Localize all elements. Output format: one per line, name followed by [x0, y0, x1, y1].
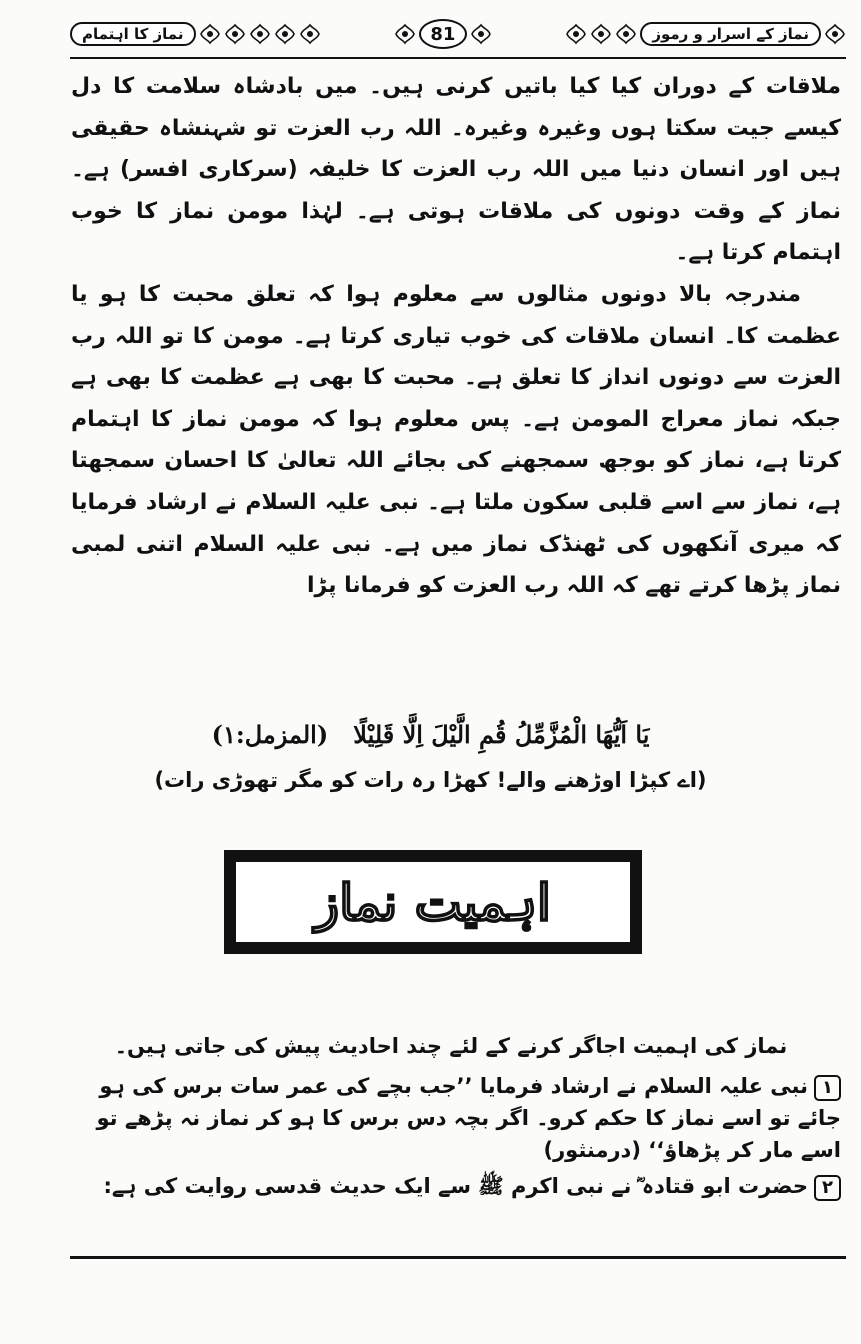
flower-ornament-icon	[299, 23, 321, 45]
item-number-badge: ۲	[814, 1175, 841, 1201]
quran-verse	[0, 720, 861, 749]
section-heading-frame	[224, 850, 642, 954]
item-number-badge: ۱	[814, 1075, 841, 1101]
page-number: 81	[419, 19, 467, 49]
flower-ornament-icon	[394, 23, 416, 45]
flower-ornament-icon	[565, 23, 587, 45]
section-intro: نماز کی اہمیت اجاگر کرنے کے لئے چند احادیث پیش کی جاتی ہیں۔	[114, 1034, 788, 1058]
flower-ornament-icon	[590, 23, 612, 45]
flower-ornament-icon	[824, 23, 846, 45]
flower-ornament-icon	[470, 23, 492, 45]
section-heading-inner	[233, 859, 633, 945]
hadith-item-text: حضرت ابو قتادہ ؓ نے نبی اکرم ﷺ سے ایک حدیث قدسی روایت کی ہے:	[103, 1174, 808, 1198]
header-ornaments-right	[565, 22, 846, 46]
page-header	[70, 14, 846, 54]
verse-translation: (اے کپڑا اوڑھنے والے! کھڑا رہ رات کو مگر تھوڑی رات)	[154, 768, 707, 792]
header-center	[394, 19, 492, 49]
chapter-title: نماز کا اہتمام	[70, 22, 196, 46]
verse-arabic: یَا اَیُّهَا الْمُزَّمِّلُ قُمِ الَّیْلَ اِلَّا قَلِیْلًا	[353, 720, 650, 749]
paragraph-2: مندرجہ بالا دونوں مثالوں سے معلوم ہوا کہ تعلق محبت کا ہو یا عظمت کا۔ انسان ملاقات کی خوب تیاری کرتا ہے۔ مومن کا تو اللہ رب العزت سے دونوں انداز کا تعلق ہے۔ محبت کا بھی ہے عظمت کا بھی ہے جبکہ نماز معراج المومن ہے۔ پس معلوم ہوا کہ مومن نماز کا اہتمام کرتا ہے، نماز کو بوجھ سمجھنے کی بجائے اللہ تعالیٰ کا احسان سمجھتا ہے، نماز سے اسے قلبی سکون ملتا ہے۔ نبی علیہ السلام نے ارشاد فرمایا کہ میری آنکھوں کی ٹھنڈک نماز میں ہے۔ نبی علیہ السلام اتنی لمبی نماز پڑھا کرتے تھے کہ اللہ رب العزت کو فرمانا پڑا	[71, 281, 841, 599]
header-ornaments-left	[70, 22, 321, 46]
verse-reference: (المزمل:۱)	[211, 720, 329, 749]
paragraph-1: ملاقات کے دوران کیا کیا باتیں کرنی ہیں۔ میں بادشاہ سلامت کا دل کیسے جیت سکتا ہوں وغیرہ وغیرہ۔ اللہ رب العزت تو شہنشاہ حقیقی ہیں اور انسان دنیا میں اللہ رب العزت کا خلیفہ (سرکاری افسر) ہے۔ نماز کے وقت دونوں کی ملاقات ہوتی ہے۔ لہٰذا مومن نماز کا خوب اہتمام کرتا ہے۔	[71, 74, 841, 266]
hadith-section	[61, 1030, 841, 1206]
header-divider	[70, 57, 846, 59]
hadith-item-1	[61, 1070, 841, 1166]
flower-ornament-icon	[274, 23, 296, 45]
main-text	[71, 66, 841, 607]
footer-divider	[70, 1256, 846, 1259]
flower-ornament-icon	[615, 23, 637, 45]
hadith-item-2	[61, 1170, 841, 1202]
hadith-item-text: نبی علیہ السلام نے ارشاد فرمایا ’’جب بچے کی عمر سات برس کی ہو جائے تو اسے نماز کا حکم کرو۔ اگر بچہ دس برس کا ہو کر نماز نہ پڑھے تو اسے مار کر پڑھاؤ‘‘ (درمنثور)	[96, 1074, 841, 1162]
flower-ornament-icon	[199, 23, 221, 45]
section-heading: اہمیت نماز	[315, 872, 551, 932]
flower-ornament-icon	[249, 23, 271, 45]
flower-ornament-icon	[224, 23, 246, 45]
book-title: نماز کے اسرار و رموز	[640, 22, 821, 46]
